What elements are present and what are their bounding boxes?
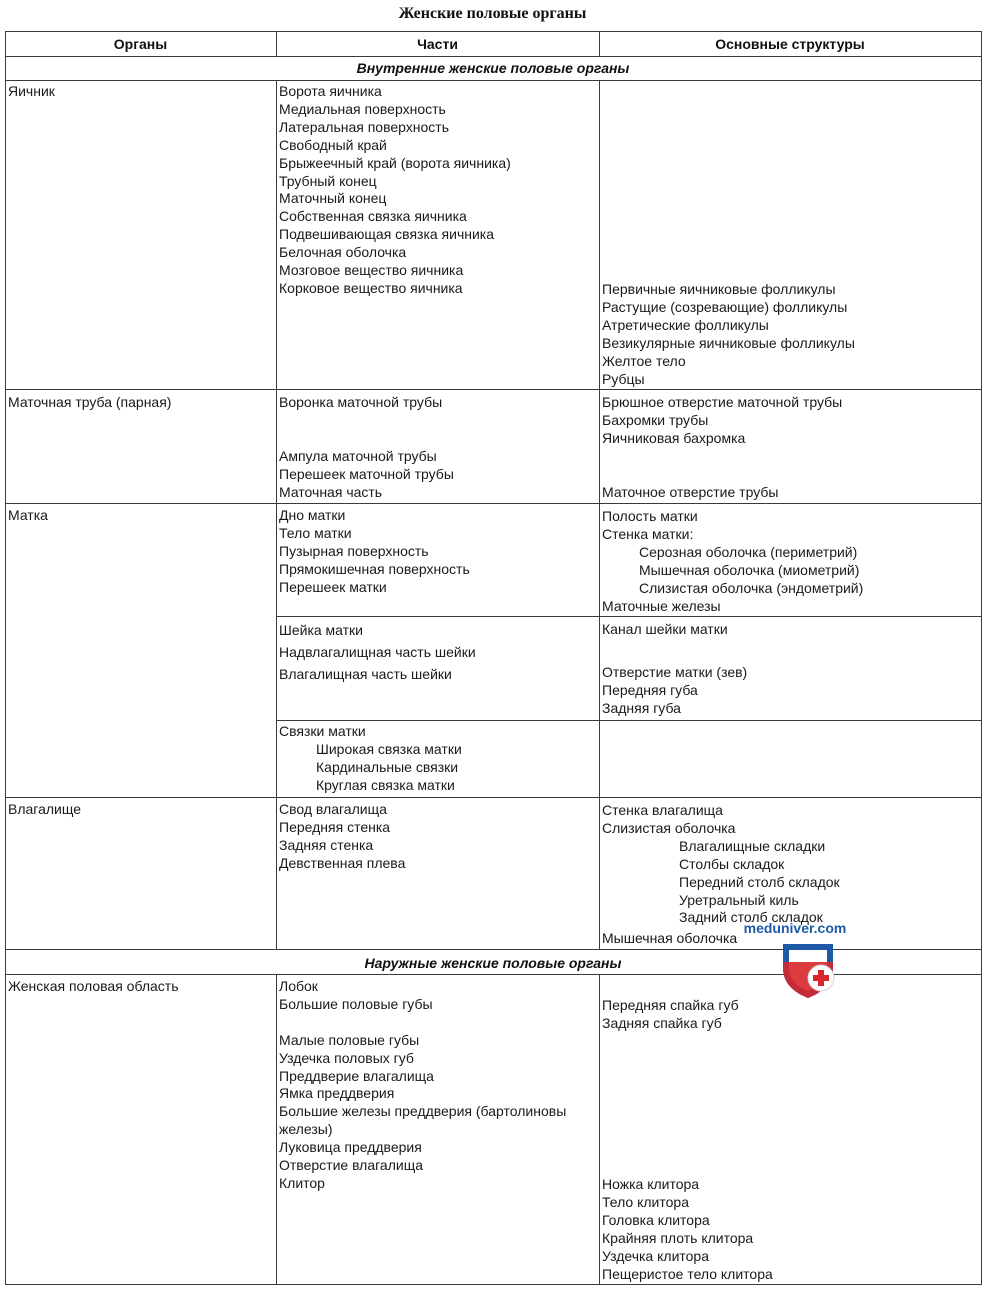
- list-item: Передняя стенка: [279, 818, 391, 835]
- column-header-parts: Части: [417, 36, 458, 52]
- tube-structures-list: [602, 394, 978, 501]
- list-item: Первичные яичниковые фолликулы: [602, 281, 836, 297]
- list-item: Девственная плева: [279, 854, 406, 871]
- list-item: Желтое тело: [602, 352, 686, 369]
- section-header-internal: Внутренние женские половые органы: [356, 60, 630, 76]
- list-item: Тело клитора: [602, 1193, 689, 1210]
- list-item: Широкая связка матки: [316, 740, 462, 757]
- vulva-structures-list-lower: [602, 1176, 978, 1283]
- row-divider: [5, 389, 982, 390]
- list-item: Уретральный киль: [679, 891, 799, 908]
- list-item: Мышечная оболочка: [602, 930, 738, 947]
- list-item: Крайняя плоть клитора: [602, 1229, 754, 1246]
- list-item: Брюшное отверстие маточной трубы: [602, 394, 843, 410]
- list-item: Атретические фолликулы: [602, 316, 769, 333]
- list-item: Медиальная поверхность: [279, 100, 446, 117]
- list-item: Ампула маточной трубы: [279, 447, 437, 464]
- list-item: Свод влагалища: [279, 801, 387, 817]
- list-item: Слизистая оболочка: [602, 819, 736, 836]
- list-item: Маточные железы: [602, 597, 721, 614]
- page-title: Женские половые органы: [398, 5, 587, 22]
- list-item: Ворота яичника: [279, 83, 382, 99]
- uterus-cervix-structures-list: [602, 621, 978, 718]
- tube-parts-list: [279, 394, 597, 501]
- list-item: Большие половые губы: [279, 995, 433, 1012]
- list-item: Надвлагалищная часть шейки: [279, 643, 476, 660]
- list-item: Столбы складок: [679, 855, 785, 872]
- section-divider: [5, 80, 982, 81]
- list-item: Собственная связка яичника: [279, 208, 467, 225]
- list-item: Преддверие влагалища: [279, 1067, 434, 1084]
- list-item: Влагалищная часть шейки: [279, 665, 452, 682]
- table-border-left: [5, 31, 6, 1285]
- column-header-structures: Основные структуры: [715, 36, 865, 52]
- list-item: Отверстие матки (зев): [602, 663, 748, 680]
- list-item: Шейка матки: [279, 622, 364, 638]
- uterus-body-structures-list: [602, 508, 978, 615]
- uterus-body-parts-list: [279, 507, 597, 597]
- list-item: Свободный край: [279, 136, 387, 153]
- ovary-structures-list: [602, 281, 978, 388]
- list-item: Стенка матки:: [602, 525, 694, 542]
- list-item: Стенка влагалища: [602, 802, 723, 818]
- list-item: Перешеек маточной трубы: [279, 465, 454, 482]
- list-item: Малые половые губы: [279, 1031, 420, 1048]
- list-item: Рубцы: [602, 370, 645, 387]
- list-item: Передний столб складок: [679, 873, 840, 890]
- list-item: Лобок: [279, 978, 318, 994]
- list-item: Ножка клитора: [602, 1176, 700, 1192]
- list-item: Яичниковая бахромка: [602, 429, 746, 446]
- list-item: Маточная часть: [279, 483, 383, 500]
- list-item: Растущие (созревающие) фолликулы: [602, 298, 848, 315]
- list-item: Ямка преддверия: [279, 1085, 395, 1102]
- subrow-divider: [276, 616, 982, 617]
- list-item: Слизистая оболочка (эндометрий): [639, 579, 864, 596]
- watermark-text: meduniver.com: [743, 920, 847, 936]
- list-item: Тело матки: [279, 524, 352, 541]
- vagina-parts-list: [279, 801, 597, 873]
- vulva-structures-list-upper: [602, 997, 978, 1033]
- list-item: Задняя спайка губ: [602, 1014, 722, 1031]
- column-divider: [276, 80, 277, 949]
- organ-name-uterus: Матка: [8, 507, 48, 523]
- section-header-external: Наружные женские половые органы: [364, 955, 622, 971]
- list-item: Передняя губа: [602, 681, 698, 698]
- list-item: Уздечка клитора: [602, 1247, 709, 1264]
- list-item: Перешеек матки: [279, 578, 387, 595]
- list-item: Задняя стенка: [279, 836, 374, 853]
- table-border-right: [981, 31, 982, 1285]
- list-item: Отверстие влагалища: [279, 1157, 424, 1174]
- ovary-parts-list: [279, 83, 597, 298]
- list-item: Дно матки: [279, 507, 346, 523]
- list-item: Белочная оболочка: [279, 244, 407, 261]
- row-divider: [5, 797, 982, 798]
- list-item: Головка клитора: [602, 1211, 710, 1228]
- column-divider: [276, 974, 277, 1285]
- list-item: Латеральная поверхность: [279, 118, 450, 135]
- list-item: Брыжеечный край (ворота яичника): [279, 154, 511, 171]
- list-item: Маточное отверстие трубы: [602, 483, 779, 500]
- table-border-top: [5, 31, 982, 32]
- organ-name-tube: Маточная труба (парная): [8, 394, 172, 410]
- list-item: Воронка маточной трубы: [279, 394, 443, 410]
- list-item: Клитор: [279, 1174, 325, 1191]
- shield-icon: [777, 938, 839, 1000]
- list-item: Прямокишечная поверхность: [279, 560, 470, 577]
- list-item: Задняя губа: [602, 699, 681, 716]
- row-divider: [5, 503, 982, 504]
- list-item: Круглая связка матки: [316, 776, 455, 793]
- list-item: Бахромки трубы: [602, 411, 709, 428]
- list-item: Серозная оболочка (периметрий): [639, 543, 858, 560]
- column-header-organs: Органы: [113, 36, 168, 52]
- list-item: Подвешивающая связка яичника: [279, 226, 495, 243]
- list-item: Уздечка половых губ: [279, 1049, 414, 1066]
- list-item: Пещеристое тело клитора: [602, 1265, 773, 1282]
- uterus-ligaments-parts-list: [279, 723, 597, 795]
- list-item: Влагалищные складки: [679, 837, 826, 854]
- list-item: Трубный конец: [279, 172, 377, 189]
- table-border-bottom: [5, 1284, 982, 1285]
- list-item: Задний столб складок: [679, 909, 823, 926]
- column-divider: [599, 80, 600, 949]
- list-item: Маточный конец: [279, 190, 387, 207]
- list-item: Пузырная поверхность: [279, 542, 429, 559]
- column-divider: [599, 974, 600, 1285]
- list-item: Передняя спайка губ: [602, 997, 739, 1013]
- meduniver-logo: [725, 920, 875, 1000]
- list-item: Канал шейки матки: [602, 621, 728, 637]
- list-item: Луковица преддверия: [279, 1139, 422, 1156]
- list-item: Мозговое вещество яичника: [279, 262, 464, 279]
- vulva-parts-list: [279, 978, 597, 1193]
- uterus-cervix-parts-list: [279, 620, 597, 686]
- list-item: Связки матки: [279, 723, 366, 739]
- list-item: Кардинальные связки: [316, 758, 459, 775]
- list-item: Большие железы преддверия (бартолиновы железы): [279, 1103, 567, 1138]
- header-divider: [5, 56, 982, 57]
- organ-name-vulva: Женская половая область: [8, 978, 179, 994]
- list-item: Мышечная оболочка (миометрий): [639, 561, 860, 578]
- organ-name-vagina: Влагалище: [8, 801, 82, 817]
- list-item: Везикулярные яичниковые фолликулы: [602, 334, 855, 351]
- subrow-divider: [276, 720, 982, 721]
- list-item: Корковое вещество яичника: [279, 279, 463, 296]
- organ-name-ovary: Яичник: [8, 83, 55, 99]
- list-item: Полость матки: [602, 508, 698, 524]
